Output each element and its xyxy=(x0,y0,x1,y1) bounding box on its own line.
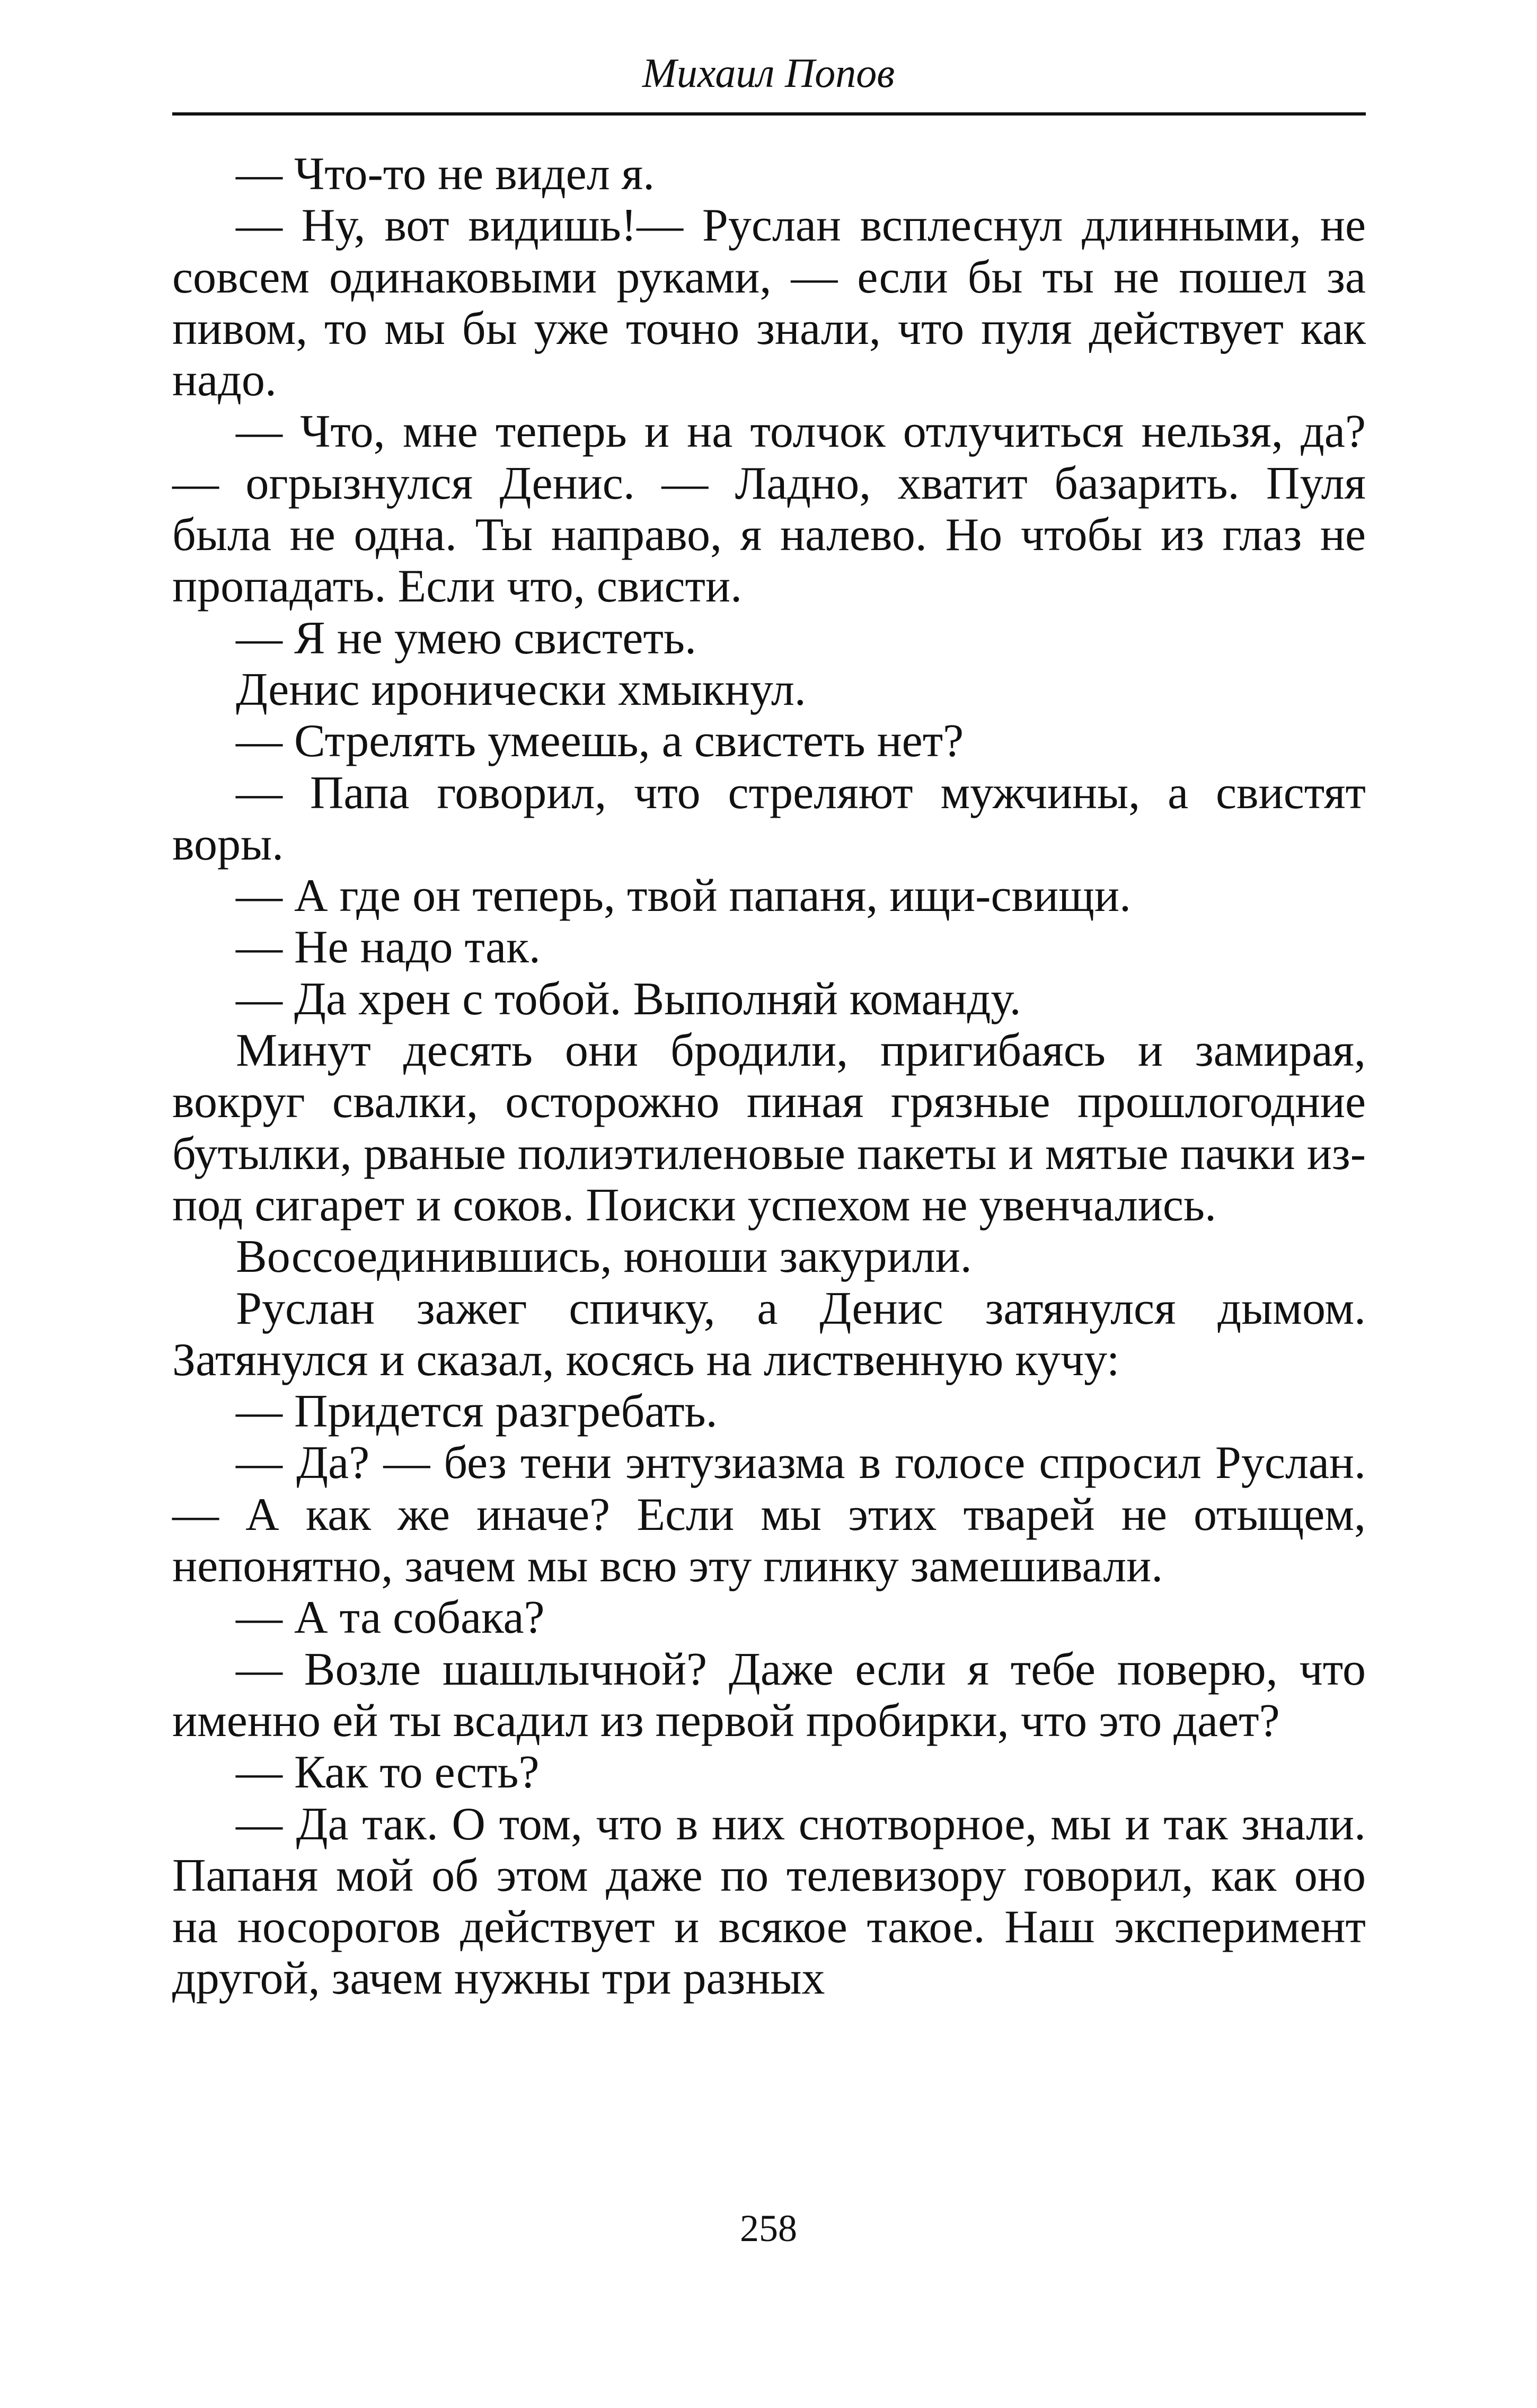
paragraph: Руслан зажег спичку, а Денис затянулся дымом. Затянулся и сказал, косясь на лиственную кучу: xyxy=(172,1282,1366,1386)
paragraph: — А та собака? xyxy=(236,1592,545,1644)
header-rule xyxy=(172,112,1366,116)
paragraph: — Придется разгребать. xyxy=(236,1386,718,1438)
paragraph: Воссоединившись, юноши закурили. xyxy=(236,1231,972,1283)
paragraph: — Возле шашлычной? Даже если я тебе поверю, что именно ей ты всадил из первой пробирки, что это дает? xyxy=(172,1643,1366,1747)
body-text xyxy=(172,148,1366,2005)
paragraph: — Да так. О том, что в них снотворное, мы и так знали. Папаня мой об этом даже по телевизору говорил, как оно на носорогов действует и всякое такое. Наш эксперимент другой, зачем нужны три разных xyxy=(172,1798,1366,2005)
paragraph: — Ну, вот видишь!— Руслан всплеснул длинными, не совсем одинаковыми руками, — если бы ты не пошел за пивом, то мы бы уже точно знали, что пуля действует как надо. xyxy=(172,200,1366,406)
paragraph: — Да? — без тени энтузиазма в голосе спросил Руслан. — А как же иначе? Если мы этих тварей не отыщем, непонятно, зачем мы всю эту глинку замешивали. xyxy=(172,1437,1366,1592)
paragraph: Минут десять они бродили, пригибаясь и замирая, вокруг свалки, осторожно пиная грязные прошлогодние бутылки, рваные полиэтиленовые пакеты и мятые пачки из-под сигарет и соков. Поиски успехом не увенчались. xyxy=(172,1025,1366,1231)
paragraph: — Папа говорил, что стреляют мужчины, а свистят воры. xyxy=(172,767,1366,870)
paragraph: — Что, мне теперь и на толчок отлучиться нельзя, да? — огрызнулся Денис. — Ладно, хватит базарить. Пуля была не одна. Ты направо, я налево. Но чтобы из глаз не пропадать. Если что, свисти. xyxy=(172,406,1366,613)
paragraph: — Да хрен с тобой. Выполняй команду. xyxy=(236,973,1021,1025)
paragraph: — Что-то не видел я. xyxy=(236,148,655,200)
page-number: 258 xyxy=(740,2207,797,2250)
paragraph: — Стрелять умеешь, а свистеть нет? xyxy=(236,715,964,767)
paragraph: — А где он теперь, твой папаня, ищи-свищи. xyxy=(236,870,1132,922)
paragraph: — Я не умею свистеть. xyxy=(236,612,697,664)
paragraph: — Не надо так. xyxy=(236,922,541,973)
paragraph: — Как то есть? xyxy=(236,1747,540,1799)
paragraph: Денис иронически хмыкнул. xyxy=(236,663,806,715)
running-head-author: Михаил Попов xyxy=(642,50,895,96)
